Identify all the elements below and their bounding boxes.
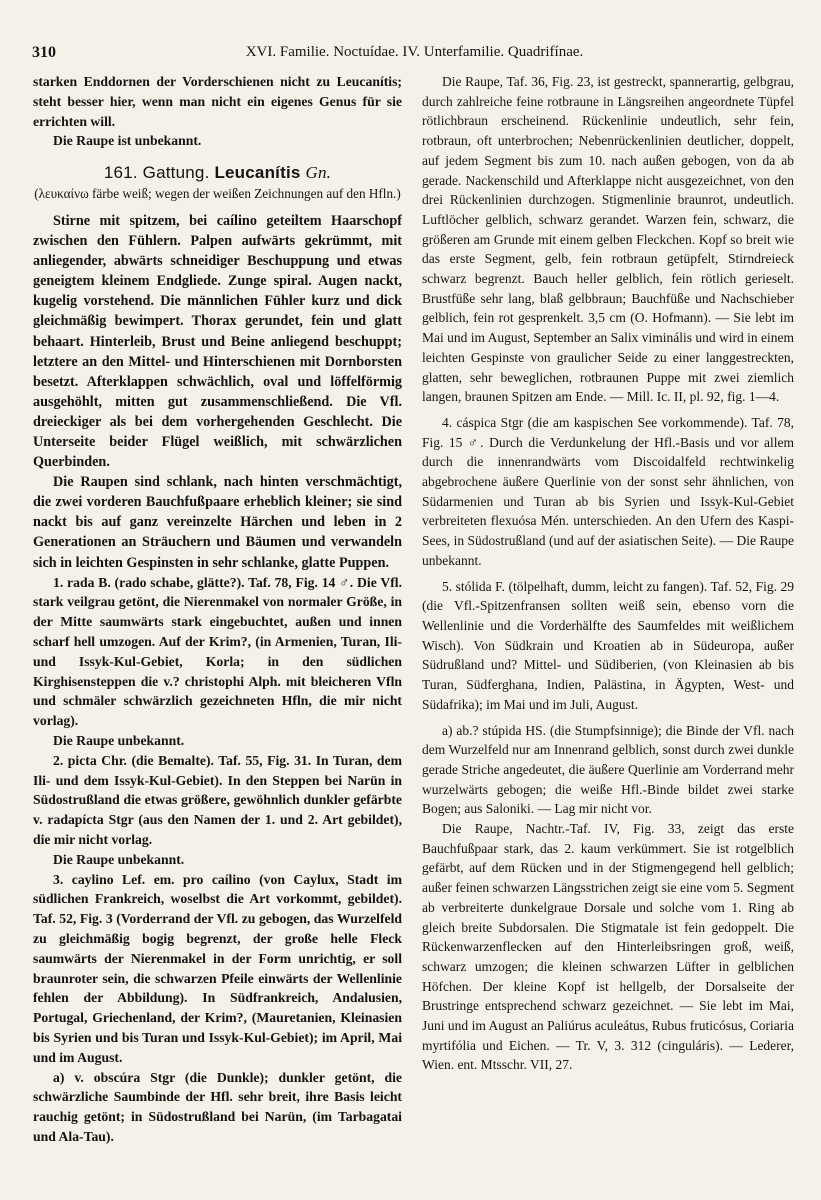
genus-description: Stirne mit spitzem, bei caílino geteiltem Haarschopf zwischen den Fühlern. Palpen aufwärts gekrümmt, mit anliegender, abwärts schneidiger Beschuppung und etwas geneigtem kleinem Endgliede. Zunge spiral. Augen nackt, kugelig vorstehend. Die männlichen Fühler kurz und dick gleichmäßig bewimpert. Thorax gerundet, fein und glatt behaart. Hinterleib, Brust und Beine anliegend beschuppt; letztere an den Mittel- und Hinterschienen mit Dornborsten besetzt. Afterklappen schwächlich, oval und löffelförmig ausgehöhlt, mitten gut zusammenschließend. Die Vfl. dreieckiger als bei dem vorhergehenden Geschlecht. Die Unterseite beider Flügel weißlich, mit schwärzlichen Querbinden. bbox=[33, 212, 402, 471]
species-larva-note: Die Raupe unbekannt. bbox=[53, 733, 185, 749]
genus-name: Leucanítis bbox=[214, 163, 301, 183]
species-entry: 5. stólida F. (tölpelhaft, dumm, leicht zu fangen). Taf. 52, Fig. 29 (die Vfl.-Spitzenfransen sollten weiß sein, ebenso vorn die Wellenlinie und die Vorderhälfte des Saumfeldes mit weißlichem Wisch). Von Südkrain und Kroatien ab in Südeuropa, außer Südrußland und? Mittel- und Südiberien, (von Kleinasien ab bis Turan, Südferghana, Indien, Palästina, in Ägypten, West- und Südafrika); im Mai und im Juli, August. bbox=[422, 578, 794, 712]
page-header bbox=[32, 44, 797, 68]
larva-description: Die Raupe, Nachtr.-Taf. IV, Fig. 33, zeigt das erste Bauchfußpaar stark, das 2. kaum verkümmert. Sie ist rotgelblich gefärbt, auf dem Rücken und in der Stigmengegend hell gelblich; außer feinen schwarzen Längsstrichen zeigt sie eine vom 5. Segment ab verbreiterte dunkelgraue Dorsale und solche vom 1. Ring ab gleich breite Subdorsalen. Die Stigmatale ist fein gedoppelt. Die Rückenwarzenflecken auf den Hinterleibsringen groß, weiß, schwarz umzogen; die kleinen schwarzen Lüfter in gelblichen Höfchen. Der kleine Kopf ist hellgelb, der Dorsalseite der Brustringe entsprechend schwarz gezeichnet. — Sie lebt im Mai, Juni und im August an Paliúrus aculeátus, Rubus fruticósus, Coriaria myrtifólia und Eichen. — Tr. V, 3. 312 (cinguláris). — Lederer, Wien. ent. Mtsschr. VII, 27. bbox=[422, 821, 794, 1073]
genus-heading bbox=[33, 163, 402, 183]
right-column bbox=[422, 72, 794, 1180]
intro-larva-note: Die Raupe ist unbekannt. bbox=[53, 133, 202, 149]
left-column bbox=[33, 72, 402, 1180]
species-entry: 2. picta Chr. (die Bemalte). Taf. 55, Fig. 31. In Turan, dem Ili- und dem Issyk-Kul-Gebiet). In den Steppen bei Narün in Südostrußland die etwas größere, gewöhnlich dunkler gefärbte v. radapícta Stgr (aus den Namen der 1. und 2. Art gebildet), die mir nicht vorlag. bbox=[33, 752, 402, 848]
aberration-entry: a) ab.? stúpida HS. (die Stumpfsinnige); die Binde der Vfl. nach dem Wurzelfeld nur am Innenrand gelblich, sonst durch zwei dunkle gerade Striche angedeutet, die äußere Querlinie am Vorderrand mehr wurzelwärts gebogen; die weiße Hfl.-Binde bildet zwei starke Bogen; aus Saloniki. — Lag mir nicht vor. bbox=[422, 722, 794, 817]
variety-entry: a) v. obscúra Stgr (die Dunkle); dunkler getönt, die schwärzliche Saumbinde der Hfl. sehr breit, ihre Basis leicht rauchig getönt; in Südostrußland bei Narün, (im Tarbagatai und Ala-Tau). bbox=[33, 1069, 402, 1144]
larva-description: Die Raupe, Taf. 36, Fig. 23, ist gestreckt, spannerartig, gelbgrau, durch zahlreiche feine rotbraune in Längsreihen angeordnete Tüpfel rötlichbraun erscheinend. Rückenlinie undeutlich, sehr fein, rotbraun, oft unterbrochen; Nebenrückenlinien deutlicher, doppelt, auf jedem Segment bis zum 10. nach außen gebogen, von da ab gerade. Nackenschild und Afterklappe nicht ausgezeichnet, von den drei Rückenlinien durchzogen. Stigmenlinie braunrot, undeutlich. Luftlöcher gelblich, schwarz gerandet. Warzen fein, schwarz, die größeren am Grunde mit einem gelben Fleckchen. Kopf so breit wie das erste Segment, gelb, fein rotbraun getüpfelt, Stirndreieck schwarz begrenzt. Bauch heller gelblich, fein rötlich gerieselt. Brustfüße sehr lang, blaß gelbbraun; Bauchfüße und Nachschieber gelblich, fein rot gesprenkelt. 3,5 cm (O. Hofmann). — Sie lebt im Mai und im August, September an Salix viminális und wird in einem leichten Gespinste von graulicher Seide zu einer langgestreckten, glatten, sehr beweglichen, rotbraunen Puppe mit zwei ziemlich langen, braunen Spitzen am Ende. — Mill. Ic. II, pl. 92, fig. 1—4. bbox=[422, 74, 794, 405]
genus-etymology: (λευκαίνω färbe weiß; wegen der weißen Zeichnungen auf den Hfln.) bbox=[34, 185, 401, 201]
genus-number: 161. Gattung. bbox=[103, 163, 210, 183]
genus-author: Gn. bbox=[305, 163, 332, 183]
species-entry: 4. cáspica Stgr (die am kaspischen See vorkommende). Taf. 78, Fig. 15 ♂. Durch die Verdunkelung der Hfl.-Basis und vor allem durch die innenrandwärts vom Discoidalfeld rechtwinkelig abgebrochene äußere Querlinie von der sonst sehr ähnlichen, von Südarmenien und Turan ab bis Syrien und Issyk-Kul-Gebiet verbreiteten flexuósa Mén. unterschieden. An den Ufern des Kaspi-Sees, in Südostrußland (und auf der asiatischen Seite). — Die Raupe unbekannt. bbox=[422, 414, 794, 568]
intro-paragraph: starken Enddornen der Vorderschienen nicht zu Leucanítis; steht besser hier, wenn man nicht ein eigenes Genus für sie errichten will. bbox=[33, 74, 402, 129]
species-larva-note: Die Raupe unbekannt. bbox=[53, 851, 185, 867]
species-entry: 1. rada B. (rado schabe, glätte?). Taf. 78, Fig. 14 ♂. Die Vfl. stark veilgrau getönt, die Nierenmakel von normaler Größe, in der Mitte saumwärts stark eingebuchtet, außen und innen scharf hell umzogen. Auf der Krim?, (in Armenien, Turan, Ili- und Issyk-Kul-Gebiet, Korla; in den südlichen Kirghisensteppen die v.? christophi Alph. mit bleicheren Vfln und schmäler schwärzlich gezeichneten Hfln, die mir nicht vorlag). bbox=[33, 574, 402, 729]
species-entry: 3. caylino Lef. em. pro caílino (von Caylux, Stadt im südlichen Frankreich, woselbst die Art vorkommt, gebildet). Taf. 52, Fig. 3 (Vorderrand der Vfl. zu gebogen, das Wurzelfeld zu gleichmäßig bogig begrenzt, der große helle Fleck saumwärts der Nierenmakel in der Form unrichtig, er soll braunroter sein, die schwarzen Pfeile einwärts der Wellenlinie fehlen der Abbildung). In Südfrankreich, Andalusien, Portugal, Griechenland, der Krim?, (Mauretanien, Kleinasien bis Syrien und bis Turan und Issyk-Kul-Gebiet); im April, Mai und im August. bbox=[33, 871, 402, 1065]
larvae-paragraph: Die Raupen sind schlank, nach hinten verschmächtigt, die zwei vorderen Bauchfußpaare erheblich kleiner; sie sind nackt bis auf ganz vereinzelte Härchen und leben in 2 Generationen an Sträuchern und Bäumen und verwandeln sich in leichten Gespinsten in sehr schlanke, glatte Puppen. bbox=[33, 474, 402, 571]
running-head: XVI. Familie. Noctuídae. IV. Unterfamilie. Quadrifínae. bbox=[245, 44, 584, 60]
page-number: 310 bbox=[32, 44, 56, 61]
